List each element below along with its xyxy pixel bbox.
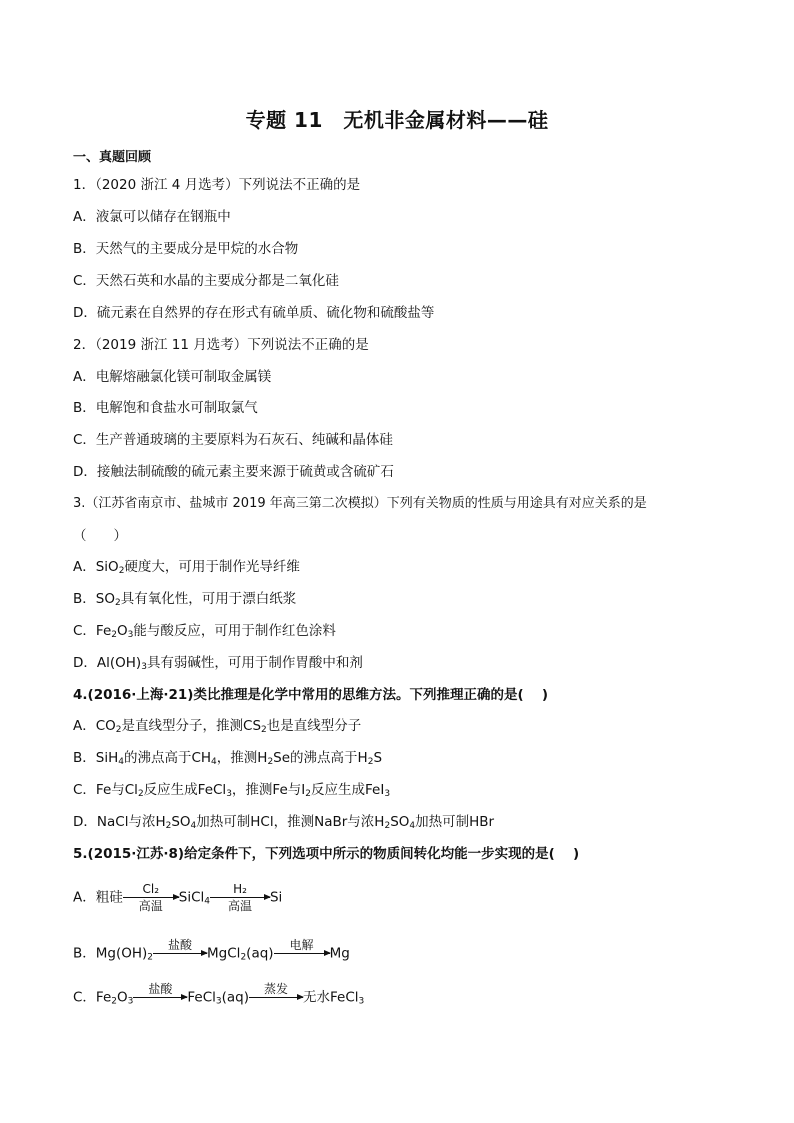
reaction-condition: H₂ [233,882,247,896]
text-run: SO [171,814,191,830]
text-run: 加热可制HCl，推测NaBr与浓H [196,814,385,830]
text-run: A．CO [73,718,116,734]
option-d-text-post: 具有弱碱性，可用于制作胃酸中和剂 [146,655,363,671]
subscript: 4 [204,896,210,907]
question-1-option-c: C．天然石英和水晶的主要成分都是二氧化硅 [73,273,339,289]
question-1-stem: 1．（2020 浙江 4 月选考）下列说法不正确的是 [73,177,361,193]
text-run: D．NaCl与浓H [73,814,166,830]
reaction-condition: 盐酸 [168,938,193,952]
text-run: S [373,750,383,766]
subscript: 2 [147,952,154,963]
subscript: 3 [141,662,147,672]
arrow-icon [133,997,187,998]
intermediate: SiCl [178,889,205,906]
subscript: 3 [226,789,232,799]
subscript: 2 [165,821,172,831]
option-label: C．Fe [73,989,112,1006]
product: Si [269,889,283,906]
question-3-option-a [73,558,300,576]
question-4-option-c [73,781,390,799]
question-3-option-d [73,654,363,672]
text-run: B．SiH [73,750,119,766]
intermediate: FeCl [187,989,216,1006]
subscript: 4 [211,757,217,767]
question-2-option-a: A．电解熔融氯化镁可制取金属镁 [73,369,272,385]
arrow-icon [153,953,207,954]
reaction-arrow [153,938,207,969]
option-a-text: A．SiO [73,559,119,575]
section-heading: 一、真题回顾 [73,150,152,165]
question-2-option-c: C．生产普通玻璃的主要原料为石灰石、纯碱和晶体硅 [73,432,393,448]
option-d-text: D．Al(OH) [73,655,142,671]
text-run: Se的沸点高于H [273,750,368,766]
subscript: 4 [190,821,197,831]
reaction-arrow [249,982,303,1013]
subscript: 2 [367,757,374,767]
option-b-text: B．SO [73,591,115,607]
question-4-option-d [73,813,494,831]
arrow-icon [249,997,303,998]
text-run: SO [390,814,410,830]
text-run: 反应生成FeCl [143,782,227,798]
option-c-text: C．Fe [73,623,112,639]
option-label-mid: O [117,989,128,1006]
text-run: 是直线型分子，推测CS [121,718,262,734]
arrow-icon [123,897,179,898]
option-label: B．Mg(OH) [73,945,148,962]
option-label: A．粗硅 [73,889,123,906]
subscript: 2 [114,598,121,608]
arrow-icon [274,953,330,954]
question-1-option-d: D．硫元素在自然界的存在形式有硫单质、硫化物和硫酸盐等 [73,305,435,321]
subscript: 2 [384,821,391,831]
question-2-option-b: B．电解饱和食盐水可制取氯气 [73,400,258,416]
question-5-option-a [73,882,282,913]
reaction-condition: 盐酸 [148,982,173,996]
option-b-text-post: 具有氧化性，可用于漂白纸浆 [120,591,297,607]
reaction-arrow [210,882,270,913]
text-run: ，推测Fe与I [231,782,306,798]
intermediate-state: (aq) [221,989,250,1006]
question-3-option-b [73,590,296,608]
page-title: 专题 11 无机非金属材料——硅 [245,108,549,132]
question-4-option-b [73,749,382,767]
question-4-option-a [73,717,361,735]
reaction-condition: Cl₂ [142,882,160,896]
reaction-arrow [274,938,330,969]
question-3-option-c [73,622,336,640]
intermediate: MgCl [207,945,241,962]
question-2-option-d: D．接触法制硫酸的硫元素主要来源于硫黄或含硫矿石 [73,464,394,480]
question-5-option-c [73,982,364,1013]
question-1-option-a: A．液氯可以储存在钢瓶中 [73,209,231,225]
subscript: 3 [127,630,134,640]
subscript: 2 [305,789,311,799]
subscript: 4 [118,757,124,767]
text-run: 也是直线型分子 [266,718,362,734]
subscript: 3 [215,996,222,1007]
reaction-arrow [123,882,179,913]
reaction-condition: 高温 [138,899,163,913]
subscript: 3 [358,996,365,1007]
subscript: 2 [261,725,267,735]
question-5-stem: 5.(2015·江苏·8)给定条件下，下列选项中所示的物质间转化均能一步实现的是( ) [73,846,580,862]
reaction-arrow [133,982,187,1013]
text-run: 的沸点高于CH [123,750,212,766]
reaction-condition: 蒸发 [264,982,289,996]
arrow-icon [210,897,270,898]
question-3-stem: 3.（江苏省南京市、盐城市 2019 年高三第二次模拟）下列有关物质的性质与用途具有对应关系的是 [73,496,647,511]
text-run: C．Fe与Cl [73,782,138,798]
text-run: ，推测H [216,750,268,766]
subscript: 2 [137,789,144,799]
option-c-text-post: 能与酸反应，可用于制作红色涂料 [133,623,336,639]
question-3-paren: （ ） [73,528,127,544]
option-c-text-mid: O [117,623,128,639]
option-a-text-post: 硬度大，可用于制作光导纤维 [124,559,300,575]
subscript: 2 [240,952,247,963]
subscript: 3 [384,789,391,799]
subscript: 4 [409,821,416,831]
subscript: 2 [118,566,125,576]
subscript: 2 [115,725,122,735]
product: Mg [329,945,350,962]
intermediate-state: (aq) [246,945,274,962]
reaction-condition: 高温 [227,899,252,913]
question-1-option-b: B．天然气的主要成分是甲烷的水合物 [73,241,299,257]
subscript: 2 [111,630,117,640]
question-2-stem: 2．（2019 浙江 11 月选考）下列说法不正确的是 [73,337,369,353]
product: 无水FeCl [303,989,359,1006]
question-5-option-b [73,938,350,969]
subscript: 2 [111,996,117,1007]
text-run: 反应生成FeI [310,782,385,798]
reaction-condition: 电解 [289,938,314,952]
subscript: 2 [267,757,274,767]
subscript: 3 [127,996,134,1007]
text-run: 加热可制HBr [415,814,495,830]
question-4-stem: 4.(2016·上海·21)类比推理是化学中常用的思维方法。下列推理正确的是( ) [73,687,549,703]
